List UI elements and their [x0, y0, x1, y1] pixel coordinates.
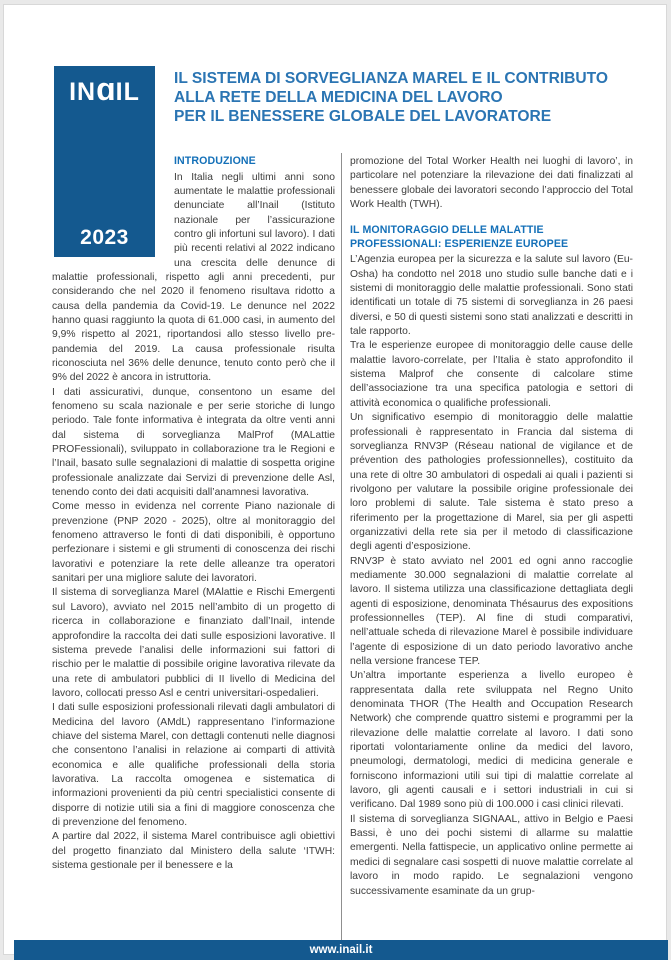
- document-title: [174, 69, 646, 126]
- paragraph-intro-5: I dati sulle esposizioni professionali rilevati dagli ambulatori di Medicina del lavoro (AMdL) rappresentano l’informazione chiave del sistema Marel, con dettagli contenuti nelle diagnosi che consentono l’analisi in relazione ai comparti di attività economica e alle qualifiche professionali della storia lavorativa. La raccolta omogenea e sistematica di informazioni provenienti da più centri specialistici consente di disporre di notizie utili sia a fini di maggiore conoscenza che di prevenzione del fenomeno.: [52, 702, 335, 828]
- paragraph-signaal: Il sistema di sorveglianza SIGNAAL, attivo in Belgio e Paesi Bassi, è uno dei pochi sistemi di allarme su malattie emergenti. Nella fattispecie, un applicativo online permette ai medici di segnalare casi sospetti di nuove malattie correlate al lavoro in modo rapido. Le segnalazioni vengono successivamente esaminate da un grup-: [350, 813, 633, 897]
- section-heading-monitoraggio-line-1: IL MONITORAGGIO DELLE MALATTIE: [350, 224, 544, 237]
- inail-logo-text-post: IL: [115, 78, 140, 106]
- inail-logo: [54, 71, 155, 107]
- section-heading-monitoraggio-line-2: PROFESSIONALI: ESPERIENZE EUROPEE: [350, 237, 569, 250]
- paragraph-rnv3p-detail: RNV3P è stato avviato nel 2001 ed ogni anno raccoglie mediamente 30.000 segnalazioni di malattie correlate al lavoro. Il sistema utilizza una classificazione dettagliata degli agenti di esposizione, denominata Thésaurus des expositions professionnelles (TEP). Al fine di studi comparativi, nell’attuale scheda di rilevazione Marel è possibile individuare l’agente di esposizione di un dato periodo lavorativo anche nella versione francese TEP.: [350, 555, 633, 667]
- inail-logo-alpha-glyph: ɑ: [96, 71, 116, 107]
- footer-url-link[interactable]: www.inail.it: [309, 944, 373, 956]
- brand-box-text-wrap-spacer: [52, 155, 174, 259]
- document-title-line-2: ALLA RETE DELLA MEDICINA DEL LAVORO: [174, 89, 503, 106]
- year-badge: 2023: [80, 226, 129, 249]
- paragraph-intro-1: In Italia negli ultimi anni sono aumentate le malattie professionali denunciate all’Inail (Istituto nazionale per l’assicurazione contro gli infortuni sul lavoro). I dati più recenti relativi al 2022 indicano una crescita delle denunce di malattie professionali, rispetto agli anni precedenti, pur considerando che nel 2020 il fenomeno risultava ridotto a causa della pandemia da Covid-19. Le denunce nel 2022 hanno quasi raggiunto la quota di 61.000 casi, in aumento del 9,9% rispetto al 2021, riportandosi allo stesso livello pre-pandemia del 2019. La causa professionale risulta riconosciuta nel 36% delle denunce, tenuto conto però che il 9% del 2022 è ancora in istruttoria.: [52, 171, 335, 384]
- document-title-line-3: PER IL BENESSERE GLOBALE DEL LAVORATORE: [174, 108, 552, 125]
- left-column: [52, 155, 335, 873]
- document-title-line-1: IL SISTEMA DI SORVEGLIANZA MAREL E IL CONTRIBUTO: [174, 70, 609, 87]
- paragraph-intro-3: Come messo in evidenza nel corrente Piano nazionale di prevenzione (PNP 2020 - 2025), oltre al monitoraggio del fenomeno attraverso le fonti di dati disponibili, è opportuno perfezionare i sistemi e gli strumenti di conoscenza dei rischi lavorativi e potenziare la rete delle alleanze tra operatori sanitari per una migliore salute dei lavoratori.: [52, 501, 335, 585]
- paragraph-euosha: L’Agenzia europea per la sicurezza e la salute sul lavoro (Eu-Osha) ha condotto nel 2018 uno studio sulle banche dati e i sistemi di monitoraggio delle malattie professionali. Sono stati identificati un totale di 75 sistemi di sorveglianza in 26 paesi diversi, e 50 di questi sistemi sono stati analizzati e descritti in tale rapporto.: [350, 254, 633, 338]
- paragraph-twh: promozione del Total Worker Health nei luoghi di lavoro’, in particolare nel potenziare la rilevazione dei dati finalizzati al benessere globale dei lavoratori secondo l’approccio del Total Work Health (TWH).: [350, 156, 633, 211]
- footer-bar: [14, 940, 668, 960]
- section-heading-introduzione: INTRODUZIONE: [174, 155, 256, 167]
- paragraph-malprof: Tra le esperienze europee di monitoraggio delle cause delle malattie lavoro-correlate, per l’Italia è stato approfondito il sistema Malprof che consente di calcolare stime dell’associazione tra una specifica patologia e settori di attività economica o qualifiche professionali.: [350, 340, 633, 409]
- section-heading-monitoraggio: [350, 224, 633, 251]
- paragraph-rnv3p-intro: Un significativo esempio di monitoraggio delle malattie professionali è rappresentato in Francia dal sistema di sorveglianza RNV3P (Réseau national de vigilance et de prévention des pathologies professionnelles), costituito da una rete di oltre 30 ambulatori di ospedali ai quali i pazienti si rivolgono per valutare la possibile origine professionale dei loro problemi di salute. Tale sistema è stato preso a riferimento per la progettazione di Marel, sia per gli aspetti organizzativi della rete sia per il metodo di classificazione degli agenti d’esposizione.: [350, 412, 633, 553]
- paragraph-thor: Un’altra importante esperienza a livello europeo è rappresentata dalla rete sviluppata nel Regno Unito denominata THOR (The Health and Occupation Research Network) che comprende quattro sistemi e programmi per la rilevazione delle malattie correlate al lavoro. I dati sono riportati volontariamente online da medici del lavoro, pneumologi, dermatologi, medici di medicina generale e forniscono informazioni utili sui tipi di malattie correlate al lavoro, gli agenti causali e i settori industriali in cui si verificano. Dal 1989 sono più di 100.000 i casi clinici rilevati.: [350, 670, 633, 811]
- document-page: [3, 4, 667, 955]
- right-column: [350, 155, 633, 899]
- paragraph-intro-6: A partire dal 2022, il sistema Marel contribuisce agli obiettivi del progetto finanziato dal Ministero della salute ‘ITWH: sistema gestionale per il benessere e la: [52, 831, 335, 871]
- inail-logo-text-pre: IN: [69, 78, 97, 106]
- paragraph-intro-2: I dati assicurativi, dunque, consentono un esame del fenomeno su scala nazionale e per serie storiche di lungo periodo. Tale fonte informativa è integrata da oltre venti anni dal sistema di sorveglianza MalProf (MALattie PROFessionali), sviluppato in collaborazione tra le Regioni e l’Inail, basato sulle segnalazioni di malattie di sospetta origine professionale analizzate dai Servizi di prevenzione delle Asl, tenendo conto dei dati acquisiti dall’anamnesi lavorativa.: [52, 386, 335, 499]
- column-divider: [341, 153, 342, 940]
- paragraph-intro-4: Il sistema di sorveglianza Marel (MAlattie e Rischi Emergenti sul Lavoro), avviato nel 2015 nell’ambito di un progetto di ricerca in collaborazione e finanziato dall’Inail, intende approfondire la raccolta dei dati sulle esposizioni lavorative. Il sistema prevede l’analisi delle informazioni sui fattori di rischio per le malattie di possibile origine lavorativa rilevate da una rete di ambulatori pubblici di II livello di Medicina del lavoro, collocati presso Asl e centri universitari-ospedalieri.: [52, 587, 335, 699]
